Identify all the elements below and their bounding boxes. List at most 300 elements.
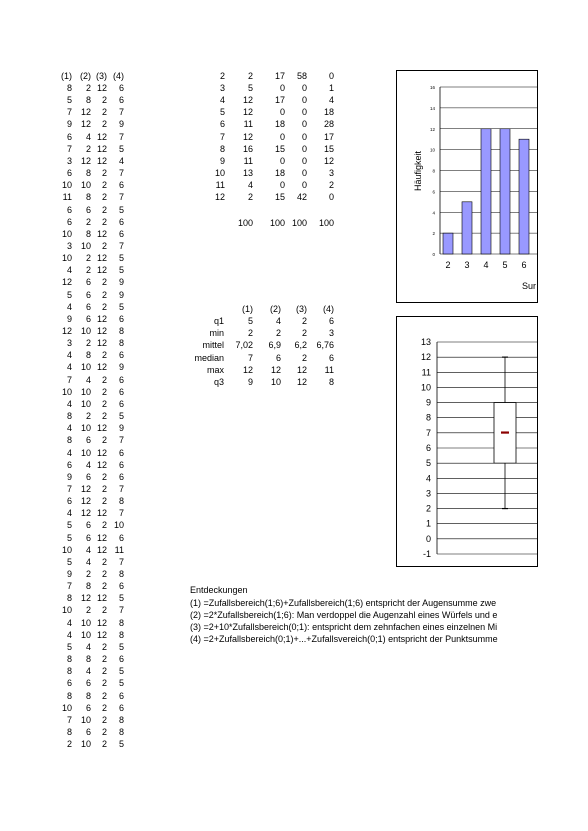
stats-cell: 6 [328, 352, 334, 363]
frequency-cell: 10 [214, 167, 225, 178]
sample-cell: 12 [96, 228, 107, 239]
sample-cell: 10 [80, 447, 91, 458]
frequency-cell: 1 [328, 83, 334, 94]
sample-cell: 5 [118, 593, 124, 604]
sample-cell: 12 [96, 131, 107, 142]
sample-cell: 2 [101, 180, 107, 191]
sample-cell: 10 [80, 617, 91, 628]
sample-cell: 2 [101, 301, 107, 312]
sample-cell: 4 [66, 423, 72, 434]
stats-cell: 12 [296, 364, 307, 375]
stats-row-label: max [206, 364, 224, 375]
sample-cell: 2 [101, 641, 107, 652]
y-tick-label: 0 [425, 533, 431, 544]
frequency-cell: 17 [274, 95, 285, 106]
sample-cell: 4 [85, 131, 91, 142]
x-tick-label: 4 [483, 260, 489, 270]
sample-cell: 8 [66, 83, 72, 93]
sample-cell: 4 [85, 666, 91, 677]
sample-cell: 2 [101, 666, 107, 677]
sample-cell: 12 [96, 338, 107, 349]
stats-column-header: (4) [323, 304, 334, 314]
stats-row-label: q1 [213, 316, 224, 326]
x-tick-label: 5 [502, 260, 508, 270]
sample-cell: 6 [118, 180, 124, 191]
stats-row-label: min [209, 328, 224, 339]
sample-cell: 10 [61, 702, 72, 713]
sample-cell: 6 [118, 690, 124, 701]
y-tick-label: 10 [429, 147, 435, 153]
frequency-cell: 0 [279, 155, 285, 166]
frequency-cell: 4 [247, 179, 253, 190]
sample-cell: 8 [66, 411, 72, 422]
y-tick-label: 5 [425, 458, 431, 469]
sample-cell: 12 [96, 544, 107, 555]
stats-cell: 5 [247, 316, 253, 326]
sample-cell: 6 [118, 532, 124, 543]
sample-cell: 6 [85, 289, 91, 300]
sample-cell: 7 [118, 508, 124, 519]
sample-cell: 2 [101, 569, 107, 579]
sample-cell: 8 [85, 192, 91, 203]
stats-cell: 12 [242, 364, 253, 375]
stats-cell: 9 [247, 377, 253, 387]
sample-cell: 5 [118, 666, 124, 677]
sample-cell: 5 [118, 265, 124, 276]
y-tick-label: 3 [425, 488, 431, 499]
notes-title: Entdeckungen [190, 585, 248, 595]
frequency-cell: 0 [301, 179, 307, 190]
sample-cell: 6 [85, 532, 91, 543]
frequency-cell: 11 [243, 119, 253, 130]
frequency-cell: 7 [219, 131, 225, 142]
histogram-bar [500, 129, 510, 254]
sample-cell: 12 [96, 593, 107, 604]
sample-cell: 5 [118, 641, 124, 652]
sample-cell: 6 [85, 435, 91, 446]
sample-cell: 6 [66, 168, 72, 179]
sample-cell: 10 [61, 544, 72, 555]
frequency-cell: 17 [323, 131, 334, 142]
sample-cell: 9 [66, 471, 72, 482]
sample-cell: 7 [118, 131, 124, 142]
sample-cell: 10 [80, 739, 91, 750]
sample-cell: 10 [80, 326, 91, 336]
sample-cell: 6 [85, 678, 91, 689]
sample-cell: 8 [118, 338, 124, 349]
sample-cell: 6 [85, 204, 91, 215]
sample-cell: 2 [101, 240, 107, 251]
y-tick-label: 6 [425, 443, 431, 453]
notes-line: (1) =Zufallsbereich(1;6)+Zufallsbereich(1;6) entspricht der Augensumme zwe [190, 598, 497, 608]
sample-cell: 5 [66, 520, 72, 531]
frequency-cell: 4 [328, 95, 334, 106]
sample-cell: 10 [80, 386, 91, 397]
histogram-chart[interactable] [396, 70, 538, 303]
sample-cell: 8 [85, 654, 91, 665]
sample-cell: 4 [66, 617, 72, 628]
sample-cell: 2 [85, 569, 91, 579]
sample-cell: 9 [118, 362, 124, 373]
sample-cell: 8 [118, 714, 124, 725]
sample-cell: 3 [66, 155, 72, 166]
sample-cell: 5 [118, 204, 124, 215]
stats-cell: 6,9 [268, 340, 281, 351]
stats-column-header: (3) [296, 304, 307, 314]
sample-cell: 7 [66, 483, 72, 494]
frequency-cell: 11 [215, 179, 225, 190]
boxplot-svg [397, 317, 537, 566]
sample-cell: 10 [80, 714, 91, 725]
sample-cell: 12 [96, 155, 107, 166]
sample-cell: 12 [96, 143, 107, 154]
frequency-cell: 16 [242, 143, 253, 154]
sample-cell: 6 [118, 228, 124, 239]
sample-cell: 2 [101, 739, 107, 750]
sample-cell: 3 [66, 240, 72, 251]
sample-column-header: (1) [61, 71, 72, 81]
sample-cell: 8 [85, 581, 91, 592]
sample-cell: 12 [96, 313, 107, 324]
stats-column-header: (2) [270, 304, 281, 314]
frequency-cell: 0 [301, 107, 307, 118]
sample-cell: 5 [118, 143, 124, 154]
frequency-cell: 3 [328, 167, 334, 178]
stats-cell: 4 [275, 316, 281, 326]
sample-cell: 8 [66, 726, 72, 737]
frequency-cell: 12 [242, 95, 253, 106]
frequency-total-cell: 100 [291, 218, 307, 228]
sample-cell: 6 [118, 398, 124, 409]
sample-cell: 2 [101, 471, 107, 482]
sample-cell: 12 [96, 326, 107, 336]
stats-cell: 3 [328, 328, 334, 339]
sample-cell: 12 [80, 483, 91, 494]
sample-cell: 2 [101, 374, 107, 385]
sample-cell: 2 [85, 605, 91, 616]
sample-cell: 8 [118, 569, 124, 579]
stats-cell: 10 [270, 377, 281, 387]
frequency-cell: 2 [328, 179, 334, 190]
frequency-cell: 6 [219, 119, 225, 130]
sample-cell: 6 [118, 654, 124, 665]
frequency-cell: 28 [323, 119, 334, 130]
sample-cell: 9 [66, 313, 72, 324]
sample-cell: 2 [101, 289, 107, 300]
sample-column-header: (4) [113, 71, 124, 81]
sample-cell: 10 [61, 180, 72, 191]
sample-cell: 2 [101, 107, 107, 118]
y-tick-label: 12 [420, 352, 431, 363]
sample-cell: 10 [80, 180, 91, 191]
sample-cell: 7 [118, 483, 124, 494]
y-tick-label: -1 [422, 549, 431, 559]
sample-cell: 2 [101, 605, 107, 616]
frequency-cell: 0 [301, 155, 307, 166]
frequency-cell: 58 [296, 71, 307, 81]
sample-cell: 6 [118, 581, 124, 592]
frequency-cell: 4 [219, 95, 225, 106]
sample-cell: 4 [85, 556, 91, 567]
frequency-cell: 12 [242, 131, 253, 142]
frequency-cell: 0 [301, 131, 307, 142]
sample-cell: 10 [80, 629, 91, 640]
sample-cell: 12 [96, 459, 107, 470]
sample-cell: 12 [80, 496, 91, 507]
y-tick-label: 4 [432, 210, 435, 216]
sample-cell: 12 [80, 593, 91, 604]
sample-cell: 12 [96, 362, 107, 373]
sample-cell: 2 [85, 143, 91, 154]
histogram-bar [519, 139, 529, 254]
y-tick-label: 8 [432, 168, 435, 174]
frequency-total-cell: 100 [237, 218, 253, 228]
sample-cell: 10 [80, 240, 91, 251]
stats-cell: 2 [301, 316, 307, 326]
sample-cell: 6 [118, 350, 124, 361]
sample-cell: 4 [85, 641, 91, 652]
sample-cell: 2 [101, 277, 107, 288]
y-tick-label: 0 [432, 252, 435, 257]
sample-cell: 12 [96, 423, 107, 434]
notes-line: (2) =2*Zufallsbereich(1;6): Man verdoppel die Augenzahl eines Würfels und e [190, 610, 498, 620]
sample-cell: 4 [66, 508, 72, 519]
sample-cell: 2 [85, 216, 91, 227]
frequency-cell: 0 [301, 83, 307, 94]
sample-cell: 2 [66, 739, 72, 750]
stats-cell: 7,02 [235, 340, 253, 351]
sample-cell: 9 [118, 423, 124, 434]
sample-cell: 6 [66, 496, 72, 507]
sample-cell: 2 [85, 83, 91, 93]
sample-cell: 9 [66, 119, 72, 130]
sample-cell: 4 [66, 629, 72, 640]
frequency-cell: 15 [274, 143, 285, 154]
frequency-cell: 15 [274, 192, 285, 202]
stats-cell: 6,76 [316, 340, 334, 351]
sample-cell: 8 [85, 350, 91, 361]
sample-cell: 5 [118, 411, 124, 422]
frequency-total-cell: 100 [318, 218, 334, 228]
sample-cell: 12 [96, 532, 107, 543]
sample-cell: 2 [101, 119, 107, 130]
sample-cell: 6 [118, 95, 124, 106]
sample-cell: 2 [101, 216, 107, 227]
sample-cell: 7 [66, 581, 72, 592]
sample-cell: 7 [118, 605, 124, 616]
sample-cell: 5 [66, 556, 72, 567]
x-tick-label: 3 [464, 260, 470, 270]
sample-cell: 8 [66, 593, 72, 604]
sample-cell: 8 [66, 690, 72, 701]
sample-cell: 2 [101, 483, 107, 494]
sample-cell: 10 [61, 228, 72, 239]
sample-cell: 12 [80, 119, 91, 130]
sample-cell: 8 [85, 168, 91, 179]
histogram-svg [397, 71, 537, 302]
sample-cell: 2 [101, 690, 107, 701]
sample-cell: 12 [61, 277, 72, 288]
sample-cell: 8 [66, 654, 72, 665]
stats-cell: 2 [275, 328, 281, 339]
sample-cell: 5 [66, 532, 72, 543]
frequency-cell: 0 [301, 119, 307, 130]
y-tick-label: 2 [425, 503, 431, 514]
frequency-cell: 13 [242, 167, 253, 178]
sample-cell: 7 [66, 714, 72, 725]
sample-cell: 6 [118, 459, 124, 470]
frequency-cell: 15 [323, 143, 334, 154]
sample-cell: 7 [66, 374, 72, 385]
notes-line: (4) =2+Zufallsbereich(0;1)+...+Zufallsvereich(0;1) entspricht der Punktsumme [190, 634, 498, 644]
sample-cell: 6 [118, 471, 124, 482]
frequency-cell: 11 [243, 155, 253, 166]
sample-cell: 2 [101, 556, 107, 567]
sample-cell: 6 [118, 83, 124, 93]
sample-cell: 2 [101, 168, 107, 179]
sample-cell: 6 [66, 459, 72, 470]
y-tick-label: 6 [432, 189, 435, 195]
sample-cell: 2 [101, 192, 107, 203]
frequency-cell: 5 [247, 83, 253, 94]
sample-cell: 7 [118, 107, 124, 118]
sample-cell: 2 [101, 726, 107, 737]
sample-cell: 7 [66, 143, 72, 154]
sample-cell: 6 [66, 131, 72, 142]
frequency-cell: 0 [328, 71, 334, 81]
sample-cell: 12 [96, 617, 107, 628]
sample-cell: 4 [66, 265, 72, 276]
sample-cell: 7 [118, 240, 124, 251]
sample-cell: 6 [85, 313, 91, 324]
sample-cell: 6 [85, 520, 91, 531]
sample-cell: 2 [101, 350, 107, 361]
sample-cell: 6 [85, 702, 91, 713]
sample-cell: 2 [85, 338, 91, 349]
y-tick-label: 13 [420, 337, 431, 347]
sample-cell: 2 [85, 253, 91, 264]
y-tick-label: 7 [425, 427, 431, 438]
y-tick-label: 11 [421, 367, 431, 378]
sample-cell: 3 [66, 338, 72, 349]
sample-cell: 6 [118, 702, 124, 713]
frequency-cell: 2 [247, 71, 253, 81]
sample-cell: 8 [85, 690, 91, 701]
boxplot-chart[interactable] [396, 316, 538, 567]
frequency-cell: 0 [301, 143, 307, 154]
frequency-cell: 0 [279, 107, 285, 118]
y-tick-label: 2 [432, 231, 435, 237]
y-tick-label: 12 [429, 126, 435, 132]
stats-cell: 6 [328, 316, 334, 326]
sample-cell: 2 [101, 520, 107, 531]
sample-cell: 2 [101, 678, 107, 689]
sample-cell: 5 [66, 95, 72, 106]
frequency-cell: 42 [296, 192, 307, 202]
sample-cell: 6 [66, 204, 72, 215]
sample-cell: 12 [96, 253, 107, 264]
sample-cell: 9 [66, 569, 72, 579]
sample-cell: 2 [85, 265, 91, 276]
stats-cell: 2 [301, 352, 307, 363]
sample-cell: 4 [66, 350, 72, 361]
stats-cell: 2 [247, 328, 253, 339]
sample-cell: 12 [96, 265, 107, 276]
sample-cell: 6 [85, 277, 91, 288]
sample-cell: 5 [118, 678, 124, 689]
sample-cell: 7 [66, 107, 72, 118]
sample-cell: 4 [85, 374, 91, 385]
frequency-cell: 9 [219, 155, 225, 166]
frequency-cell: 0 [328, 192, 334, 202]
sample-cell: 6 [118, 374, 124, 385]
stats-cell: 12 [296, 377, 307, 387]
x-tick-label: 6 [521, 260, 527, 270]
sample-cell: 9 [118, 277, 124, 288]
sample-cell: 4 [66, 362, 72, 373]
sample-cell: 7 [118, 556, 124, 567]
frequency-cell: 12 [214, 192, 225, 202]
sample-cell: 5 [118, 739, 124, 750]
frequency-cell: 0 [279, 83, 285, 94]
sample-cell: 2 [101, 496, 107, 507]
sample-cell: 2 [101, 435, 107, 446]
frequency-cell: 12 [323, 155, 334, 166]
frequency-cell: 2 [219, 71, 225, 81]
sample-column-header: (2) [80, 71, 91, 81]
sample-cell: 7 [118, 168, 124, 179]
frequency-cell: 0 [279, 179, 285, 190]
sample-cell: 8 [118, 496, 124, 507]
sample-cell: 2 [101, 398, 107, 409]
sample-cell: 2 [101, 95, 107, 106]
stats-cell: 7 [247, 352, 253, 363]
notes-line: (3) =2+10*Zufallsbereich(0;1): entspricht dem zehnfachen eines einzelnen Mi [190, 622, 498, 632]
sample-cell: 10 [80, 362, 91, 373]
stats-row-label: median [194, 352, 224, 363]
sample-cell: 12 [96, 508, 107, 519]
sample-cell: 5 [118, 253, 124, 264]
frequency-cell: 2 [247, 192, 253, 202]
sample-cell: 11 [114, 544, 124, 555]
y-axis-label: Häufigkeit [413, 150, 423, 192]
sample-cell: 8 [118, 726, 124, 737]
sample-cell: 4 [66, 447, 72, 458]
sample-cell: 10 [113, 520, 124, 531]
sample-cell: 6 [118, 216, 124, 227]
y-tick-label: 10 [420, 382, 431, 393]
sample-cell: 8 [118, 629, 124, 640]
sample-cell: 4 [66, 398, 72, 409]
sample-column-header: (3) [96, 71, 107, 81]
sample-cell: 8 [66, 666, 72, 677]
sample-cell: 10 [61, 253, 72, 264]
sample-cell: 6 [66, 678, 72, 689]
frequency-cell: 5 [219, 107, 225, 118]
stats-cell: 2 [301, 328, 307, 339]
sample-cell: 4 [85, 459, 91, 470]
frequency-total-cell: 100 [269, 218, 285, 228]
frequency-cell: 0 [279, 131, 285, 142]
sample-cell: 6 [118, 313, 124, 324]
sample-cell: 5 [66, 289, 72, 300]
frequency-cell: 18 [274, 167, 285, 178]
sample-cell: 8 [66, 435, 72, 446]
frequency-cell: 18 [274, 119, 285, 130]
stats-column-header: (1) [242, 304, 253, 314]
sample-cell: 12 [61, 326, 72, 336]
frequency-cell: 0 [301, 95, 307, 106]
